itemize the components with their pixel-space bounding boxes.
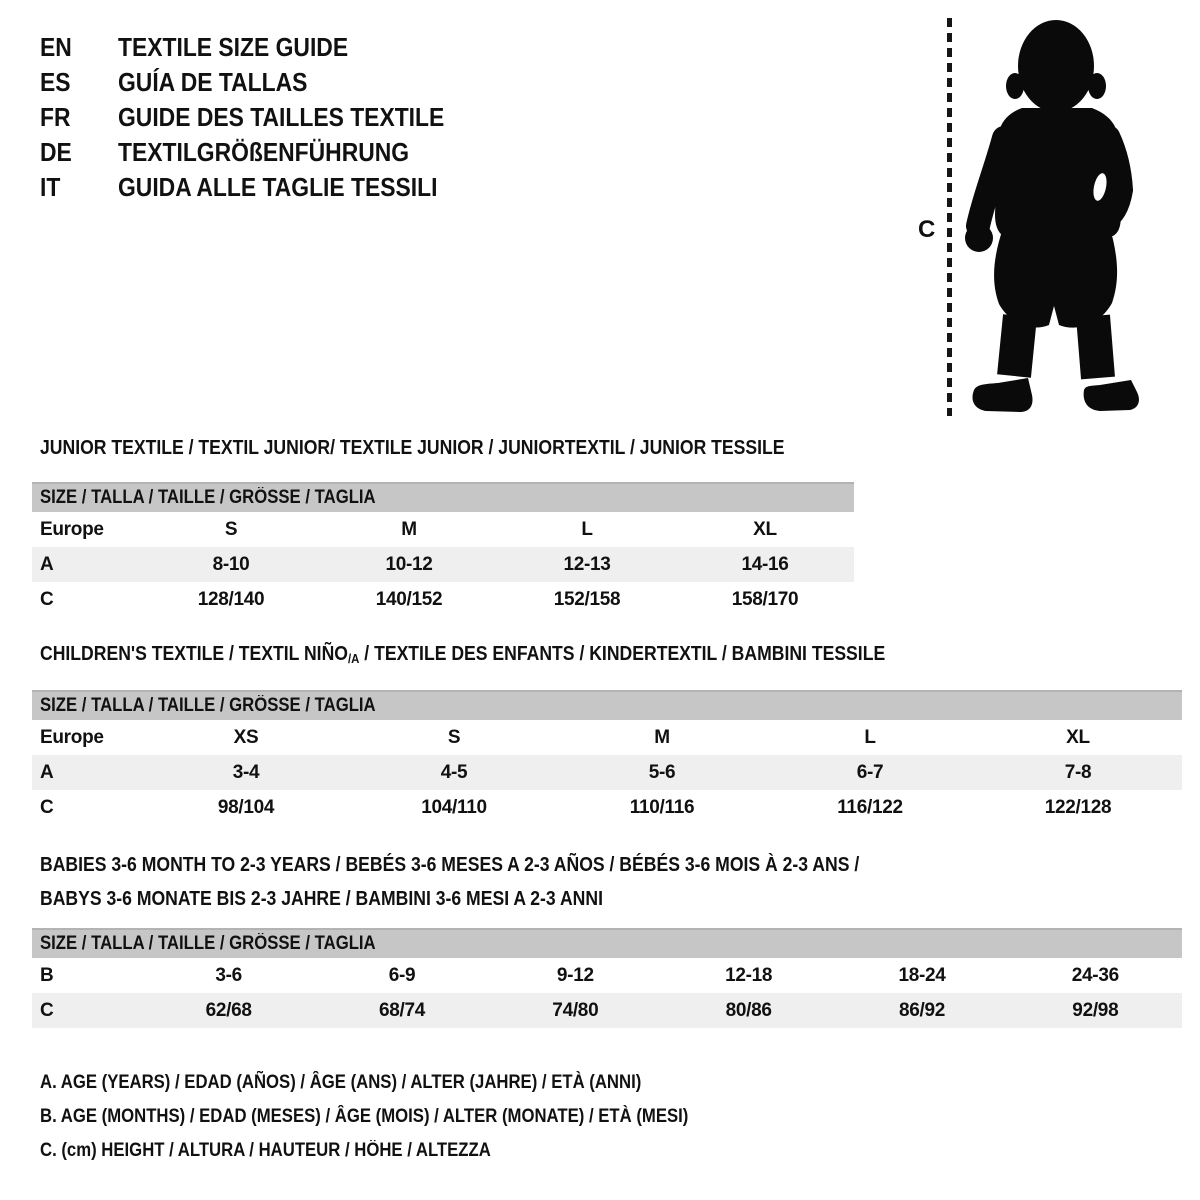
cell-value: 14-16 [741,553,789,575]
table-row [32,755,1182,790]
size-column-header: S [447,726,461,748]
size-column-header: M [401,518,417,540]
title-post: / TEXTILE DES ENFANTS / KINDERTEXTIL / BAMBINI TESSILE [359,643,886,665]
cell-value: 80/86 [725,999,772,1021]
legend-line [40,1066,777,1100]
size-column-header: XL [1066,726,1090,748]
lang-row [40,170,489,205]
section-title-text: BABIES 3-6 MONTH TO 2-3 YEARS / BEBÉS 3-6 MESES A 2-3 AÑOS / BÉBÉS 3-6 MOIS À 2-3 ANS / [40,854,860,876]
lang-code: ES [40,67,71,97]
cell-value: 24-36 [1071,964,1119,986]
size-header-label: SIZE / TALLA / TAILLE / GRÖSSE / TAGLIA [40,487,376,508]
section-title-children [40,643,1000,666]
size-column-header: XS [233,726,259,748]
baby-silhouette [958,18,1153,418]
cell-value: 3-6 [215,964,242,986]
language-header [40,30,489,205]
legend-line [40,1134,777,1168]
cell-value: 158/170 [731,588,799,610]
table-row [32,958,1182,993]
lang-label: GUÍA DE TALLAS [118,67,308,97]
row-label: C [40,999,54,1021]
cell-value: 6-9 [388,964,416,986]
row-label: B [40,964,54,986]
legend-line [40,1100,777,1134]
lang-row [40,135,489,170]
cell-value: 116/122 [837,796,903,818]
size-header-bar [32,928,1182,958]
lang-row [40,100,489,135]
table-header-row [32,512,854,547]
cell-value: 104/110 [421,796,487,818]
cell-value: 4-5 [440,761,468,783]
cell-value: 3-4 [232,761,260,783]
row-label: Europe [40,518,104,540]
baby-silhouette-icon [958,18,1153,418]
lang-label: TEXTILGRÖßENFÜHRUNG [118,137,410,167]
section-title-junior [40,437,886,460]
cell-value: 18-24 [898,964,946,986]
legend-text: C. (cm) HEIGHT / ALTURA / HAUTEUR / HÖHE / ALTEZZA [40,1140,491,1161]
cell-value: 152/158 [553,588,621,610]
size-header-label: SIZE / TALLA / TAILLE / GRÖSSE / TAGLIA [40,695,376,716]
cell-value: 5-6 [648,761,676,783]
table-row [32,582,854,617]
lang-label: TEXTILE SIZE GUIDE [118,32,349,62]
row-label: A [40,553,54,575]
lang-code: FR [40,102,71,132]
cell-value: 68/74 [378,999,426,1021]
children-size-table [32,690,1182,825]
junior-size-table [32,482,854,617]
cell-value: 9-12 [556,964,594,986]
cell-value: 6-7 [856,761,884,783]
cell-value: 98/104 [217,796,275,818]
cell-value: 7-8 [1064,761,1092,783]
size-column-header: L [864,726,876,748]
size-column-header: M [654,726,670,748]
row-label: Europe [40,726,104,748]
lang-code: DE [40,137,72,167]
legend-text: B. AGE (MONTHS) / EDAD (MESES) / ÂGE (MOIS) / ALTER (MONATE) / ETÀ (MESI) [40,1106,689,1127]
cell-value: 8-10 [212,553,250,575]
cell-value: 86/92 [898,999,946,1021]
section-title-text: BABYS 3-6 MONATE BIS 2-3 JAHRE / BAMBINI 3-6 MESI A 2-3 ANNI [40,888,603,910]
cell-value: 122/128 [1044,796,1112,818]
cell-value: 140/152 [375,588,443,610]
row-label: C [40,796,54,818]
height-dashed-line [947,18,952,416]
babies-size-table [32,928,1182,1028]
row-label: A [40,761,54,783]
cell-value: 62/68 [205,999,252,1021]
table-row [32,547,854,582]
size-header-label: SIZE / TALLA / TAILLE / GRÖSSE / TAGLIA [40,933,376,954]
cell-value: 110/116 [629,796,695,818]
cell-value: 74/80 [552,999,599,1021]
lang-row [40,65,489,100]
title-sub: /A [347,651,360,666]
lang-label: GUIDE DES TAILLES TEXTILE [118,102,445,132]
cell-value: 12-18 [725,964,773,986]
title-pre: CHILDREN'S TEXTILE / TEXTIL NIÑO [40,643,348,665]
section-title-text: JUNIOR TEXTILE / TEXTIL JUNIOR/ TEXTILE JUNIOR / JUNIORTEXTIL / JUNIOR TESSILE [40,437,785,459]
row-label: C [40,588,54,610]
cell-value: 12-13 [563,553,611,575]
legend [40,1066,777,1168]
size-column-header: L [581,518,593,540]
legend-text: A. AGE (YEARS) / EDAD (AÑOS) / ÂGE (ANS) / ALTER (JAHRE) / ETÀ (ANNI) [40,1072,642,1093]
height-label-c: C [918,216,936,243]
cell-value: 128/140 [197,588,265,610]
cell-value: 92/98 [1072,999,1119,1021]
size-column-header: XL [753,518,777,540]
cell-value: 10-12 [385,553,433,575]
size-header-bar [32,690,1182,720]
lang-code: EN [40,32,72,62]
lang-label: GUIDA ALLE TAGLIE TESSILI [118,172,438,202]
table-row [32,993,1182,1028]
table-row [32,790,1182,825]
section-title-text [40,643,885,666]
lang-code: IT [40,172,61,202]
size-header-bar [32,482,854,512]
lang-row [40,30,489,65]
size-column-header: S [224,518,238,540]
section-title-babies [40,848,971,916]
table-header-row [32,720,1182,755]
